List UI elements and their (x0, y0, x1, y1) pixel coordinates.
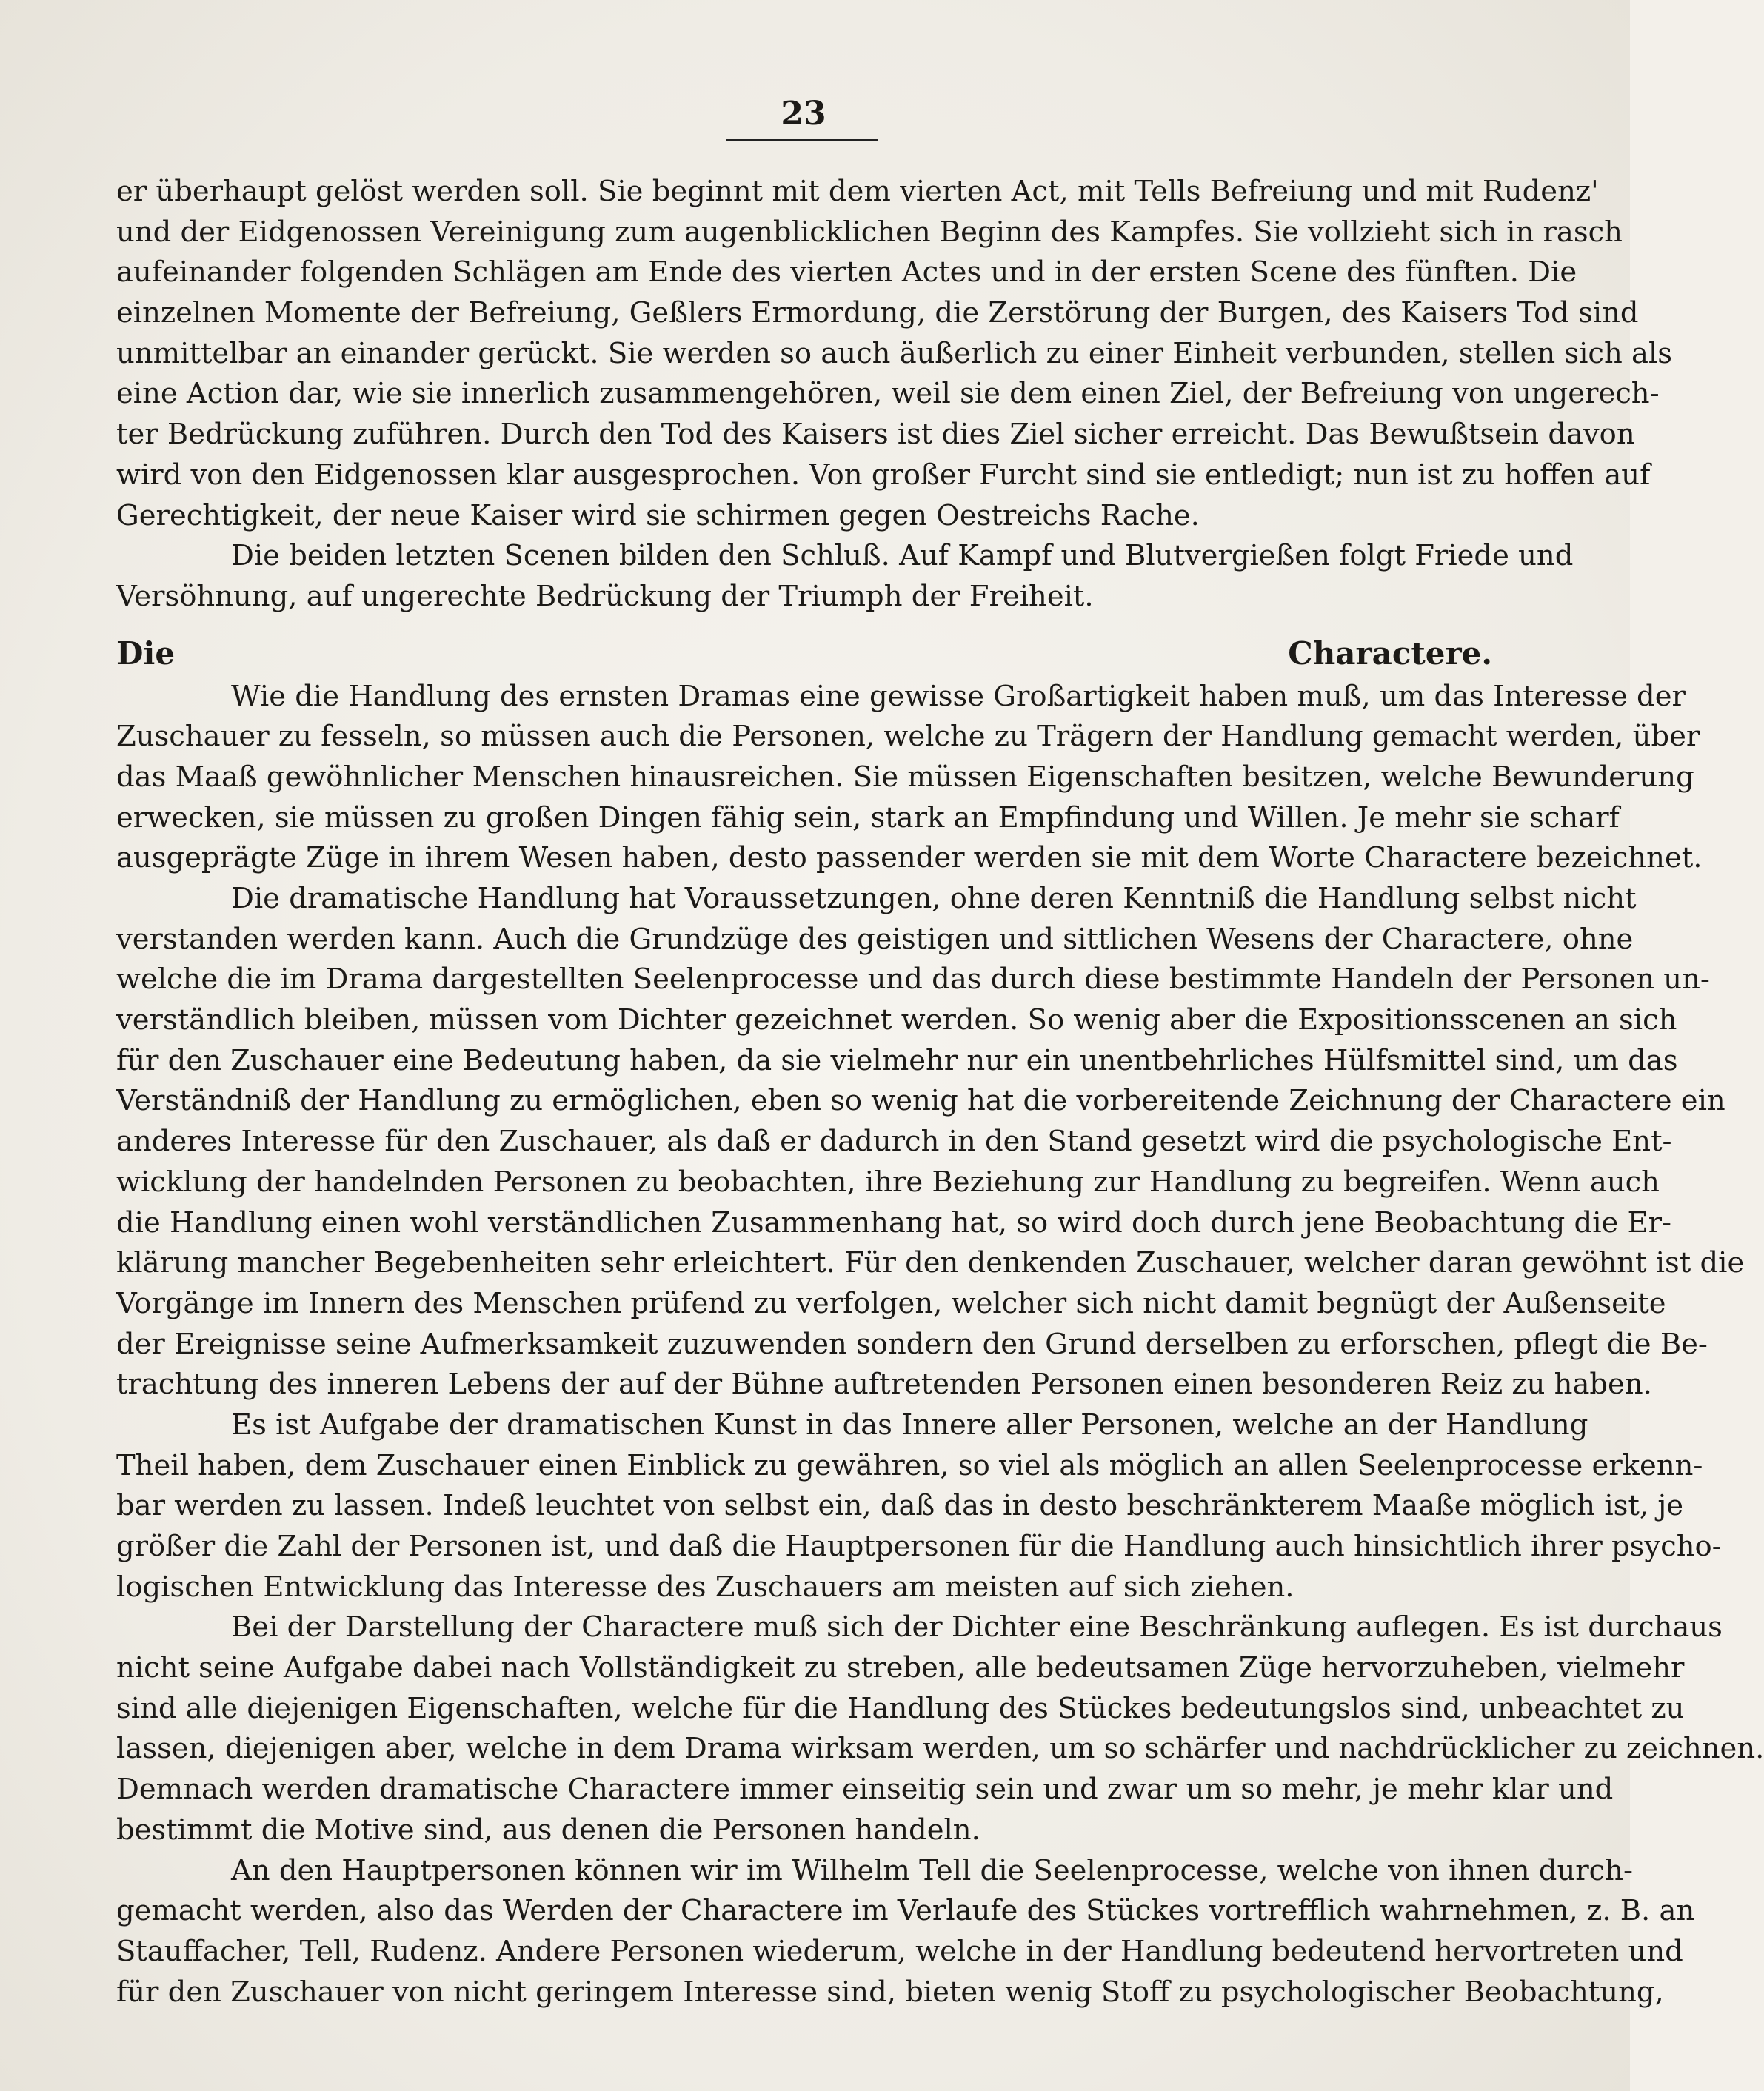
text-line: unmittelbar an einander gerückt. Sie werden so auch äußerlich zu einer Einheit verbunden, stellen sich als (116, 336, 1673, 370)
text-line: Theil haben, dem Zuschauer einen Einblick zu gewähren, so viel als möglich an allen Seelenprocesse erkenn- (116, 1448, 1703, 1482)
text-line: klärung mancher Begebenheiten sehr erleichtert. Für den denkenden Zuschauer, welcher daran gewöhnt ist die (116, 1246, 1745, 1280)
section-heading: Die Charactere. (116, 635, 1492, 672)
text-line: Wie die Handlung des ernsten Dramas eine gewisse Großartigkeit haben muß, um das Interesse der (231, 679, 1686, 713)
section-before (116, 172, 1673, 618)
text-line: aufeinander folgenden Schlägen am Ende des vierten Actes und in der ersten Scene des fünften. Die (116, 255, 1577, 290)
text-line: Demnach werden dramatische Charactere immer einseitig sein und zwar um so mehr, je mehr klar und (116, 1773, 1614, 1807)
text-line: bar werden zu lassen. Indeß leuchtet von selbst ein, daß das in desto beschränkterem Maaße möglich ist, je (116, 1489, 1684, 1523)
text-line: wicklung der handelnden Personen zu beobachten, ihre Beziehung zur Handlung zu begreifen. Wenn auch (116, 1165, 1660, 1199)
text-line: eine Action dar, wie sie innerlich zusammengehören, weil sie dem einen Ziel, der Befreiung von ungerech- (116, 377, 1660, 411)
text-line: bestimmt die Motive sind, aus denen die Personen handeln. (116, 1813, 980, 1847)
text-line: Die dramatische Handlung hat Voraussetzungen, ohne deren Kenntniß die Handlung selbst nicht (231, 882, 1637, 915)
text-line: ter Bedrückung zuführen. Durch den Tod des Kaisers ist dies Ziel sicher erreicht. Das Bewußtsein davon (116, 418, 1635, 452)
text-line: trachtung des inneren Lebens der auf der Bühne auftretenden Personen einen besonderen Reiz zu haben. (116, 1368, 1652, 1402)
text-line: Verständniß der Handlung zu ermöglichen, eben so wenig hat die vorbereitende Zeichnung der Charactere ein (116, 1084, 1725, 1118)
body-text (116, 172, 1764, 2013)
text-line: und der Eidgenossen Vereinigung zum augenblicklichen Beginn des Kampfes. Sie vollzieht sich in rasch (116, 215, 1623, 249)
text-line: er überhaupt gelöst werden soll. Sie beginnt mit dem vierten Act, mit Tells Befreiung und mit Rudenz' (116, 175, 1599, 208)
text-line: wird von den Eidgenossen klar ausgesprochen. Von großer Furcht sind sie entledigt; nun ist zu hoffen auf (116, 458, 1651, 492)
text-line: für den Zuschauer von nicht geringem Interesse sind, bieten wenig Stoff zu psychologischer Beobachtung, (116, 1975, 1664, 2009)
text-line: Zuschauer zu fesseln, so müssen auch die Personen, welche zu Trägern der Handlung gemacht werden, über (116, 720, 1700, 754)
text-line: Gerechtigkeit, der neue Kaiser wird sie schirmen gegen Oestreichs Rache. (116, 498, 1200, 532)
text-line: Es ist Aufgabe der dramatischen Kunst in das Innere aller Personen, welche an der Handlung (231, 1408, 1588, 1442)
text-line: für den Zuschauer eine Bedeutung haben, da sie vielmehr nur ein unentbehrliches Hülfsmittel sind, um das (116, 1043, 1678, 1077)
text-line: anderes Interesse für den Zuschauer, als daß er dadurch in den Stand gesetzt wird die psychologische Ent- (116, 1125, 1672, 1159)
text-line: erwecken, sie müssen zu großen Dingen fähig sein, stark an Empfindung und Willen. Je mehr sie scharf (116, 800, 1620, 834)
text-line: nicht seine Aufgabe dabei nach Vollständigkeit zu streben, alle bedeutsamen Züge hervorzuheben, vielmehr (116, 1651, 1685, 1685)
text-line: das Maaß gewöhnlicher Menschen hinausreichen. Sie müssen Eigenschaften besitzen, welche Bewunderung (116, 760, 1694, 794)
text-line: lassen, diejenigen aber, welche in dem Drama wirksam werden, um so schärfer und nachdrücklicher zu zeichnen. (116, 1732, 1764, 1766)
text-line: größer die Zahl der Personen ist, und daß die Hauptpersonen für die Handlung auch hinsichtlich ihrer psycho- (116, 1530, 1722, 1563)
text-line: einzelnen Momente der Befreiung, Geßlers Ermordung, die Zerstörung der Burgen, des Kaisers Tod sind (116, 296, 1639, 330)
text-line: verstanden werden kann. Auch die Grundzüge des geistigen und sittlichen Wesens der Charactere, ohne (116, 922, 1634, 956)
text-line: welche die im Drama dargestellten Seelenprocesse und das durch diese bestimmte Handeln der Personen un- (116, 963, 1710, 997)
page-number: 23 (781, 95, 826, 133)
text-line: logischen Entwicklung das Interesse des Zuschauers am meisten auf sich ziehen. (116, 1570, 1294, 1604)
text-line: der Ereignisse seine Aufmerksamkeit zuzuwenden sondern den Grund derselben zu erforschen, pflegt die Be- (116, 1327, 1708, 1361)
text-line: die Handlung einen wohl verständlichen Zusammenhang hat, so wird doch durch jene Beobachtung die Er- (116, 1205, 1672, 1239)
text-line: Stauffacher, Tell, Rudenz. Andere Personen wiederum, welche in der Handlung bedeutend hervortreten und (116, 1934, 1683, 1968)
text-line: Vorgänge im Innern des Menschen prüfend zu verfolgen, welcher sich nicht damit begnügt der Außenseite (116, 1286, 1666, 1320)
text-line: Die beiden letzten Scenen bilden den Schluß. Auf Kampf und Blutvergießen folgt Friede und (231, 539, 1574, 573)
text-line: Versöhnung, auf ungerechte Bedrückung der Triumph der Freiheit. (116, 579, 1094, 613)
text-line: sind alle diejenigen Eigenschaften, welche für die Handlung des Stückes bedeutungslos sind, unbeachtet zu (116, 1691, 1685, 1725)
section-after (116, 677, 1764, 2013)
text-line: ausgeprägte Züge in ihrem Wesen haben, desto passender werden sie mit dem Worte Charactere bezeichnet. (116, 841, 1703, 875)
text-line: verständlich bleiben, müssen vom Dichter gezeichnet werden. So wenig aber die Expositionsscenen an sich (116, 1003, 1677, 1037)
page-number-rule (726, 139, 878, 141)
text-line: An den Hauptpersonen können wir im Wilhelm Tell die Seelenprocesse, welche von ihnen durch- (231, 1853, 1634, 1887)
text-line: gemacht werden, also das Werden der Charactere im Verlaufe des Stückes vortrefflich wahrnehmen, z. B. an (116, 1894, 1695, 1928)
text-line: Bei der Darstellung der Charactere muß sich der Dichter eine Beschränkung auflegen. Es ist durchaus (231, 1610, 1723, 1645)
